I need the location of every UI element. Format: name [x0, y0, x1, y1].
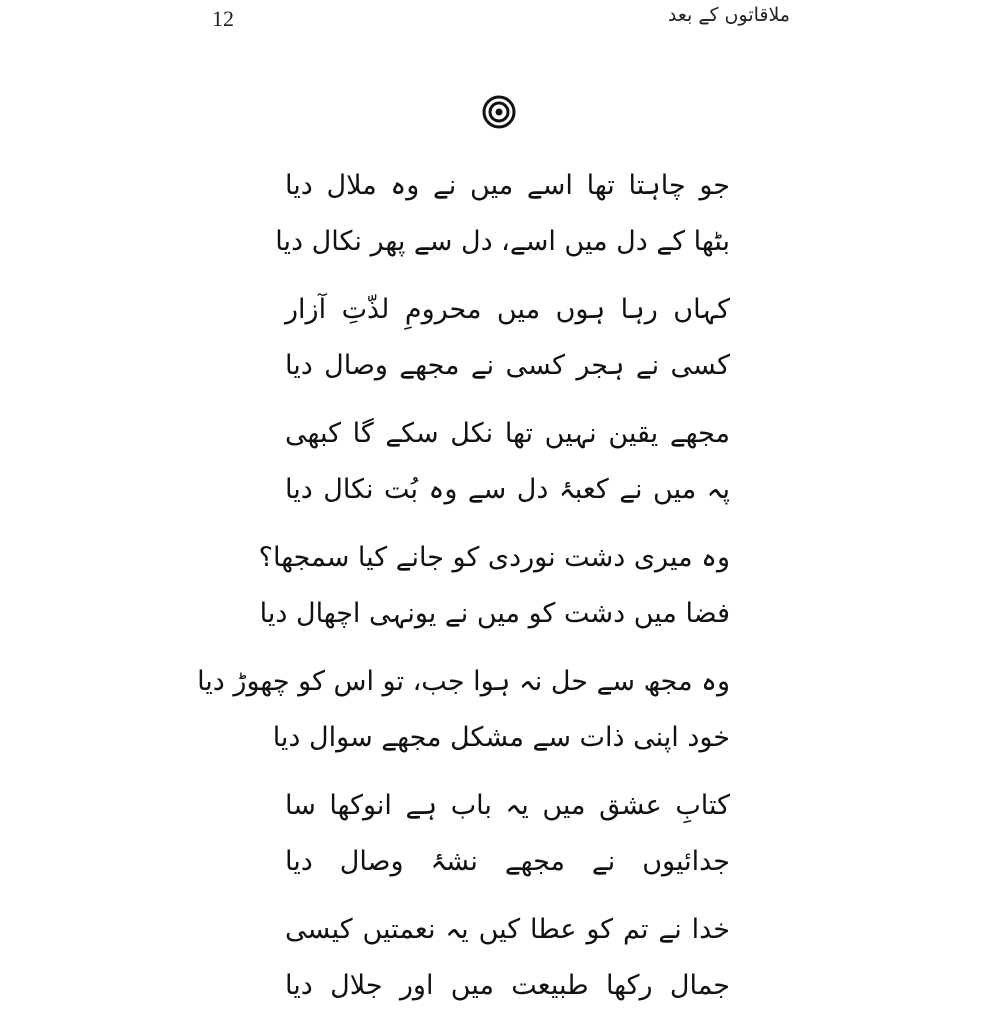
verse-line: مجھے یقین نہیں تھا نکل سکے گا کبھی: [285, 418, 730, 449]
couplet-1: [275, 158, 730, 282]
concentric-circle-ornament-icon: [481, 94, 517, 130]
couplet-3: [285, 406, 730, 530]
couplet-5: [197, 654, 730, 778]
verse-line: کتابِ عشق میں یہ باب ہے انوکھا سا: [285, 790, 730, 821]
verse-line: فضا میں دشت کو میں نے یونہی اچھال دیا: [259, 598, 730, 629]
verse-line: جو چاہتا تھا اسے میں نے وہ ملال دیا: [285, 170, 730, 201]
verse-line: وہ میری دشت نوردی کو جانے کیا سمجھا؟: [258, 542, 730, 573]
verse-line: خود اپنی ذات سے مشکل مجھے سوال دیا: [272, 722, 730, 753]
verse-line: کہاں رہا ہوں میں محرومِ لذّتِ آزار: [285, 294, 730, 325]
ghazal: [197, 158, 730, 1026]
page-number: 12: [212, 6, 234, 31]
couplet-6: [285, 778, 730, 902]
verse-line: پہ میں نے کعبۂ دل سے وہ بُت نکال دیا: [285, 474, 730, 505]
verse-line: جمال رکھا طبیعت میں اور جلال دیا: [285, 970, 730, 1001]
couplet-7: [285, 902, 730, 1026]
couplet-2: [285, 282, 730, 406]
verse-line: جدائیوں نے مجھے نشۂ وصال دیا: [285, 846, 730, 877]
verse-line: خدا نے تم کو عطا کیں یہ نعمتیں کیسی: [285, 914, 730, 945]
verse-line: وہ مجھ سے حل نہ ہوا جب، تو اس کو چھوڑ دیا: [197, 666, 730, 697]
running-title: ملاقاتوں کے بعد: [667, 4, 790, 26]
verse-line: بٹھا کے دل میں اسے، دل سے پھر نکال دیا: [275, 226, 730, 257]
couplet-4: [258, 530, 730, 654]
verse-line: کسی نے ہجر کسی نے مجھے وصال دیا: [285, 350, 730, 381]
